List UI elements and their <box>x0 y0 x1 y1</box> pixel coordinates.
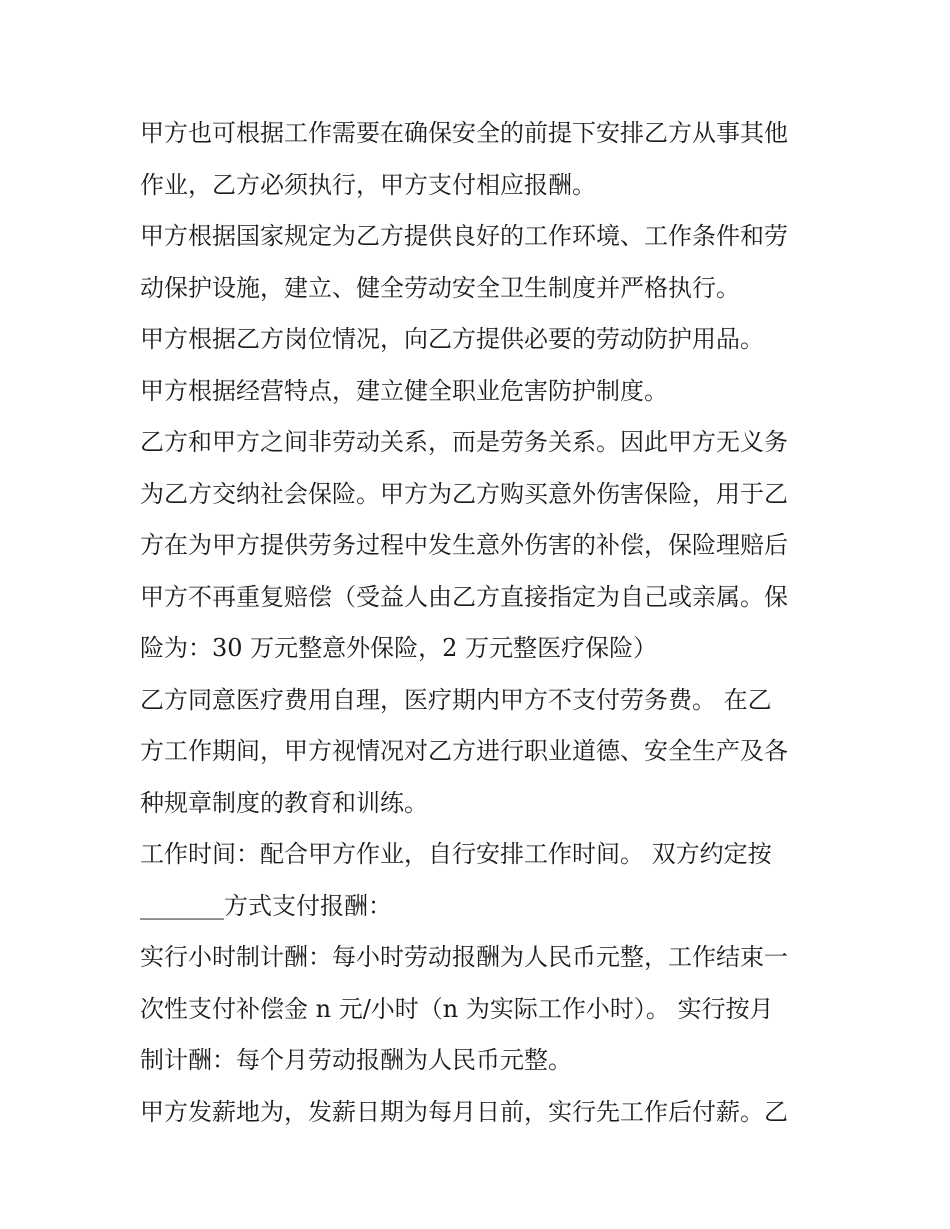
paragraph-work-environment <box>140 211 820 314</box>
paragraph-labor-relationship-insurance <box>140 417 820 675</box>
text-line: 甲方不再重复赔偿（受益人由乙方直接指定为自己或亲属。保 <box>140 582 788 611</box>
text-line: 甲方也可根据工作需要在确保安全的前提下安排乙方从事其他 <box>140 119 788 147</box>
text-line: 方在为甲方提供劳务过程中发生意外伤害的补偿，保险理赔后 <box>140 531 788 559</box>
text-line: 动保护设施，建立、健全劳动安全卫生制度并严格执行。 <box>140 273 740 302</box>
paragraph-protective-equipment <box>140 314 820 366</box>
paragraph-remuneration <box>140 932 820 1087</box>
text-line: 制计酬：每个月劳动报酬为人民币元整。 <box>140 1046 572 1074</box>
paragraph-working-hours <box>140 829 820 932</box>
text-line: 为乙方交纳社会保险。甲方为乙方购买意外伤害保险，用于乙 <box>140 479 788 508</box>
paragraph-medical-training <box>140 675 820 830</box>
text-line: 工作时间：配合甲方作业，自行安排工作时间。 双方约定按 <box>140 840 772 868</box>
text-line: 种规章制度的教育和训练。 <box>140 788 428 817</box>
paragraph-hazard-protection <box>140 366 820 418</box>
text-line: 乙方和甲方之间非劳动关系，而是劳务关系。因此甲方无义务 <box>140 428 788 456</box>
text-line: 险为：30 万元整意外保险，2 万元整医疗保险） <box>140 634 658 662</box>
text-line: 实行小时制计酬：每小时劳动报酬为人民币元整，工作结束一 <box>140 943 788 971</box>
paragraph-other-assignments <box>140 108 820 211</box>
text-line: 乙方同意医疗费用自理，医疗期内甲方不支付劳务费。 在乙 <box>140 685 772 714</box>
text-line: 甲方根据乙方岗位情况，向乙方提供必要的劳动防护用品。 <box>140 325 764 353</box>
document-body <box>140 108 820 1138</box>
text-line: _______方式支付报酬： <box>140 891 392 920</box>
text-line: 甲方发薪地为，发薪日期为每月日前，实行先工作后付薪。乙 <box>140 1097 788 1126</box>
paragraph-payment <box>140 1087 820 1139</box>
text-line: 作业，乙方必须执行，甲方支付相应报酬。 <box>140 170 596 199</box>
text-line: 甲方根据经营特点，建立健全职业危害防护制度。 <box>140 376 668 405</box>
text-line: 方工作期间，甲方视情况对乙方进行职业道德、安全生产及各 <box>140 737 788 765</box>
text-line: 次性支付补偿金 n 元/小时（n 为实际工作小时）。 实行按月 <box>140 994 774 1023</box>
text-line: 甲方根据国家规定为乙方提供良好的工作环境、工作条件和劳 <box>140 222 788 250</box>
